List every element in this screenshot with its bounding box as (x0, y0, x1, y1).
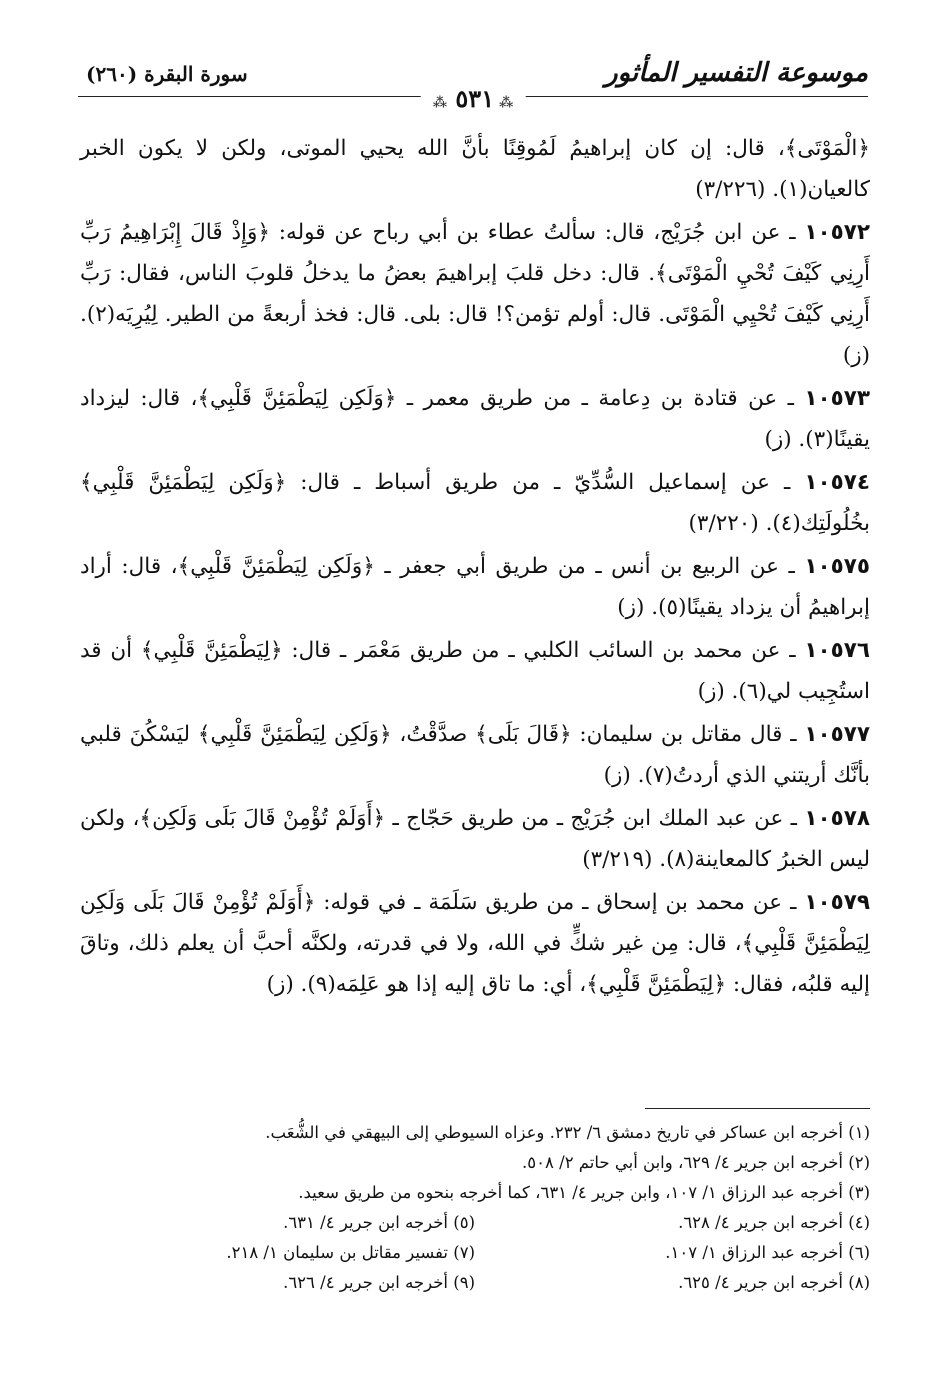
book-title: موسوعة التفسير المأثور (605, 58, 868, 88)
entry-number: ١٠٥٧٩ (804, 890, 870, 915)
surah-reference: سورة البقرة (٢٦٠) (86, 62, 248, 86)
entry-text: ـ عن إسماعيل السُّدِّيّ ـ من طريق أسباط ـ قال: ﴿وَلَكِن لِيَطْمَئِنَّ قَلْبِي﴾ بخُلُولَتِك(٤). (٣/٢٢٠) (80, 470, 870, 536)
entry-number: ١٠٥٧٧ (804, 722, 870, 747)
footnote-row (80, 1268, 870, 1298)
page-number-block (421, 84, 526, 113)
page-number: ٥٣١ (455, 84, 495, 113)
entry-10578 (80, 798, 870, 880)
footnote-separator (645, 1108, 870, 1109)
footnote-7: (٧) تفسير مقاتل بن سليمان ١/ ٢١٨. (226, 1243, 475, 1262)
ornament-left-icon: ⁂ (494, 95, 514, 111)
footnotes (80, 1118, 870, 1298)
ornament-right-icon: ⁂ (432, 95, 448, 111)
entry-10575 (80, 546, 870, 628)
entry-text: ـ عن ابن جُرَيْج، قال: سألتُ عطاء بن أبي رباح عن قوله: ﴿وَإِذْ قَالَ إِبْرَاهِيمُ رَبِّ أَرِنِي كَيْفَ تُحْيِ الْمَوْتَى﴾. قال: دخل قلبَ إبراهيمَ بعضُ ما يدخلُ قلوبَ الناس، فقال: رَبِّ أَرِنِي كَيْفَ تُحْيِي الْمَوْتَى. قال: أولم تؤمن؟! قال: بلى. قال: فخذ أربعةً من الطير. لِيُرِيَه(٢). (ز) (80, 220, 870, 368)
footnote-4: (٤) أخرجه ابن جرير ٤/ ٦٢٨. (678, 1213, 870, 1232)
entry-number: ١٠٥٧٨ (804, 806, 870, 831)
footnote-row (80, 1208, 870, 1238)
footnote-row (80, 1238, 870, 1268)
entry-number: ١٠٥٧٥ (804, 554, 871, 579)
footnote-1: (١) أخرجه ابن عساكر في تاريخ دمشق ٦/ ٢٣٢. وعزاه السيوطي إلى البيهقي في الشُّعَب. (265, 1123, 870, 1142)
entry-text: ـ عن محمد بن إسحاق ـ من طريق سَلَمَة ـ في قوله: ﴿أَوَلَمْ تُؤْمِنْ قَالَ بَلَى وَلَكِن لِيَطْمَئِنَّ قَلْبِي﴾، قال: مِن غير شكٍّ في الله، ولا في قدرته، ولكنَّه أحبَّ أن يعلم ذلك، وتاقَ إليه قلبُه، فقال: ﴿لِيَطْمَئِنَّ قَلْبِي﴾، أي: ما تاق إليه إذا هو عَلِمَه(٩). (ز) (80, 890, 870, 997)
entry-text: ـ عن محمد بن السائب الكلبي ـ من طريق مَعْمَر ـ قال: ﴿لِيَطْمَئِنَّ قَلْبِي﴾ أن قد استُجِيب لي(٦). (ز) (80, 638, 870, 704)
entry-text: ـ عن الربيع بن أنس ـ من طريق أبي جعفر ـ ﴿وَلَكِن لِيَطْمَئِنَّ قَلْبِي﴾، قال: أراد إبراهيمُ أن يزداد يقينًا(٥). (ز) (80, 554, 870, 620)
main-text (80, 128, 870, 1007)
entry-10573 (80, 378, 870, 460)
footnote-5: (٥) أخرجه ابن جرير ٤/ ٦٣١. (283, 1213, 475, 1232)
footnote-2: (٢) أخرجه ابن جرير ٤/ ٦٢٩، وابن أبي حاتم ٢/ ٥٠٨. (522, 1153, 870, 1172)
entry-text: ـ عن قتادة بن دِعامة ـ من طريق معمر ـ ﴿وَلَكِن لِيَطْمَئِنَّ قَلْبِي﴾، قال: ليزداد يقينًا(٣). (ز) (80, 386, 870, 452)
page-header (78, 58, 868, 113)
entry-10576 (80, 630, 870, 712)
entry-continuation (80, 128, 870, 210)
entry-10577 (80, 714, 870, 796)
footnote-6: (٦) أخرجه عبد الرزاق ١/ ١٠٧. (665, 1243, 870, 1262)
footnote-3: (٣) أخرجه عبد الرزاق ١/ ١٠٧، وابن جرير ٤/ ٦٣١، كما أخرجه بنحوه من طريق سعيد. (298, 1183, 870, 1202)
entry-10579 (80, 882, 870, 1005)
entry-number: ١٠٥٧٦ (804, 638, 870, 663)
entry-number: ١٠٥٧٢ (804, 220, 870, 245)
entry-number: ١٠٥٧٣ (804, 386, 870, 411)
entry-text: ـ قال مقاتل بن سليمان: ﴿قَالَ بَلَى﴾ صدَّقْتُ، ﴿وَلَكِن لِيَطْمَئِنَّ قَلْبِي﴾ ليَسْكُنَ قلبي بأنَّك أريتني الذي أردتُ(٧). (ز) (80, 722, 870, 788)
entry-text: ﴿الْمَوْتَى﴾، قال: إن كان إبراهيمُ لَمُوقِنًا بأنَّ الله يحيي الموتى، ولكن لا يكون الخبر كالعيان(١). (٣/٢٢٦) (80, 136, 870, 202)
footnote-9: (٩) أخرجه ابن جرير ٤/ ٦٢٦. (283, 1273, 475, 1292)
entry-number: ١٠٥٧٤ (804, 470, 870, 495)
entry-text: ـ عن عبد الملك ابن جُرَيْج ـ من طريق حَجّاج ـ ﴿أَوَلَمْ تُؤْمِنْ قَالَ بَلَى وَلَكِن﴾، ولكن ليس الخبرُ كالمعاينة(٨). (٣/٢١٩) (80, 806, 870, 872)
footnote-8: (٨) أخرجه ابن جرير ٤/ ٦٢٥. (678, 1273, 870, 1292)
entry-10572 (80, 212, 870, 376)
entry-10574 (80, 462, 870, 544)
